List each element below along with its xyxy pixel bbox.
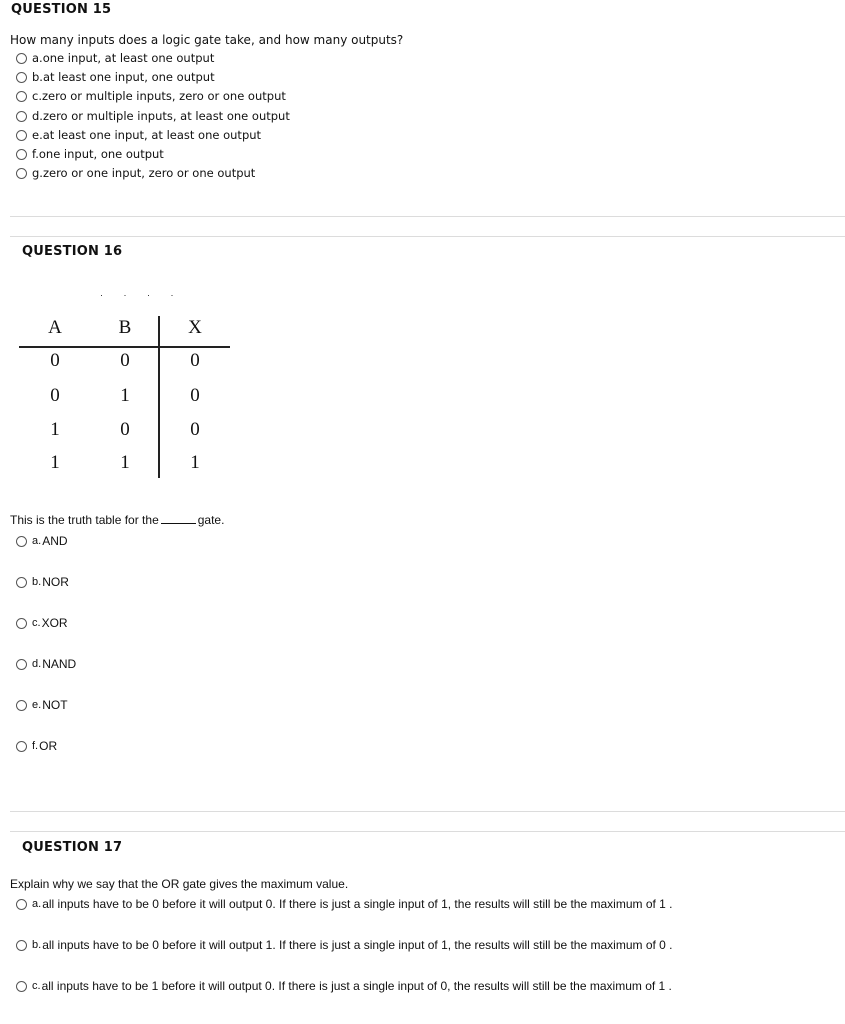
- radio-button[interactable]: [16, 130, 27, 141]
- option-letter: e.: [32, 128, 43, 142]
- option-text: one input, one output: [38, 147, 164, 161]
- radio-button[interactable]: [16, 981, 27, 992]
- option-text: all inputs have to be 0 before it will output 1. If there is just a single input of 1, the results will still be the maximum of 0 .: [42, 938, 673, 952]
- option-letter: a.: [32, 898, 42, 910]
- q15-option-b[interactable]: [16, 70, 215, 84]
- q15-option-d[interactable]: [16, 109, 290, 123]
- option-letter: d.: [32, 109, 43, 123]
- option-text: at least one input, at least one output: [42, 128, 262, 142]
- radio-button[interactable]: [16, 168, 27, 179]
- option-letter: a.: [32, 535, 42, 547]
- radio-button[interactable]: [16, 149, 27, 160]
- option-text: one input, at least one output: [42, 51, 215, 65]
- option-text: zero or one input, zero or one output: [42, 166, 256, 180]
- option-letter: f.: [32, 740, 39, 752]
- truth-table-cell: 0: [50, 350, 60, 371]
- q15-option-a[interactable]: [16, 51, 214, 65]
- q17-option-b[interactable]: [16, 938, 673, 952]
- option-letter: c.: [32, 617, 41, 629]
- option-letter: d.: [32, 658, 42, 670]
- radio-button[interactable]: [16, 72, 27, 83]
- radio-button[interactable]: [16, 111, 27, 122]
- q17-option-a[interactable]: [16, 897, 673, 911]
- q16-option-d[interactable]: [16, 657, 76, 671]
- truth-table-cell: 0: [120, 419, 130, 440]
- option-text: zero or multiple inputs, zero or one output: [41, 89, 286, 103]
- section-divider: [10, 831, 845, 832]
- truth-table-cell: 1: [50, 419, 60, 440]
- option-letter: e.: [32, 699, 42, 711]
- q16-option-f[interactable]: [16, 739, 57, 753]
- option-text: AND: [42, 534, 68, 548]
- radio-button[interactable]: [16, 91, 27, 102]
- prompt-text: This is the truth table for the: [10, 513, 159, 527]
- truth-table-output-rule: [158, 316, 160, 478]
- option-text: NOR: [42, 575, 69, 589]
- option-text: NOT: [42, 698, 68, 712]
- question-16-title: QUESTION 16: [22, 244, 123, 259]
- option-letter: b.: [32, 939, 42, 951]
- truth-table-header-b: B: [118, 317, 132, 338]
- q15-option-f[interactable]: [16, 147, 164, 161]
- truth-table-cell: 1: [120, 385, 130, 406]
- q16-option-c[interactable]: [16, 616, 68, 630]
- truth-table-header-x: X: [188, 317, 202, 338]
- truth-table-cell: 1: [50, 452, 60, 473]
- answer-blank: [161, 513, 196, 524]
- radio-button[interactable]: [16, 741, 27, 752]
- truth-table-cell: 1: [120, 452, 130, 473]
- question-17-title: QUESTION 17: [22, 840, 123, 855]
- truth-table-header-rule: [19, 346, 230, 348]
- prompt-text: gate.: [197, 513, 225, 527]
- truth-table-cell: 0: [190, 385, 200, 406]
- option-letter: a.: [32, 51, 43, 65]
- truth-table-cell: 0: [190, 350, 200, 371]
- radio-button[interactable]: [16, 940, 27, 951]
- section-divider: [10, 216, 845, 217]
- truth-table-cell: 0: [190, 419, 200, 440]
- question-17-prompt: Explain why we say that the OR gate gives the maximum value.: [10, 877, 349, 891]
- q17-option-c[interactable]: [16, 979, 672, 993]
- option-text: all inputs have to be 1 before it will output 0. If there is just a single input of 0, the results will still be the maximum of 1 .: [41, 979, 672, 993]
- q16-option-b[interactable]: [16, 575, 69, 589]
- radio-button[interactable]: [16, 899, 27, 910]
- q15-option-g[interactable]: [16, 166, 255, 180]
- q15-option-c[interactable]: [16, 89, 286, 103]
- radio-button[interactable]: [16, 659, 27, 670]
- q15-option-e[interactable]: [16, 128, 261, 142]
- option-text: XOR: [41, 616, 68, 630]
- truth-table-header-a: A: [48, 317, 62, 338]
- radio-button[interactable]: [16, 700, 27, 711]
- option-letter: g.: [32, 166, 43, 180]
- cropped-heading-remnant: · · · ·: [100, 290, 183, 300]
- option-text: all inputs have to be 0 before it will output 0. If there is just a single input of 1, the results will still be the maximum of 1 .: [42, 897, 673, 911]
- option-text: OR: [39, 739, 58, 753]
- question-16-prompt: [10, 513, 224, 527]
- q16-option-a[interactable]: [16, 534, 68, 548]
- option-text: zero or multiple inputs, at least one output: [42, 109, 290, 123]
- radio-button[interactable]: [16, 536, 27, 547]
- option-letter: f.: [32, 147, 39, 161]
- question-15-title: QUESTION 15: [11, 2, 112, 17]
- option-letter: c.: [32, 980, 41, 992]
- radio-button[interactable]: [16, 618, 27, 629]
- option-text: NAND: [42, 657, 77, 671]
- section-divider: [10, 236, 845, 237]
- option-text: at least one input, one output: [42, 70, 215, 84]
- q16-option-e[interactable]: [16, 698, 68, 712]
- option-letter: c.: [32, 89, 42, 103]
- radio-button[interactable]: [16, 577, 27, 588]
- option-letter: b.: [32, 576, 42, 588]
- radio-button[interactable]: [16, 53, 27, 64]
- truth-table-cell: 0: [50, 385, 60, 406]
- option-letter: b.: [32, 70, 43, 84]
- section-divider: [10, 811, 845, 812]
- question-15-prompt: How many inputs does a logic gate take, and how many outputs?: [10, 33, 404, 47]
- truth-table-cell: 0: [120, 350, 130, 371]
- truth-table-cell: 1: [190, 452, 200, 473]
